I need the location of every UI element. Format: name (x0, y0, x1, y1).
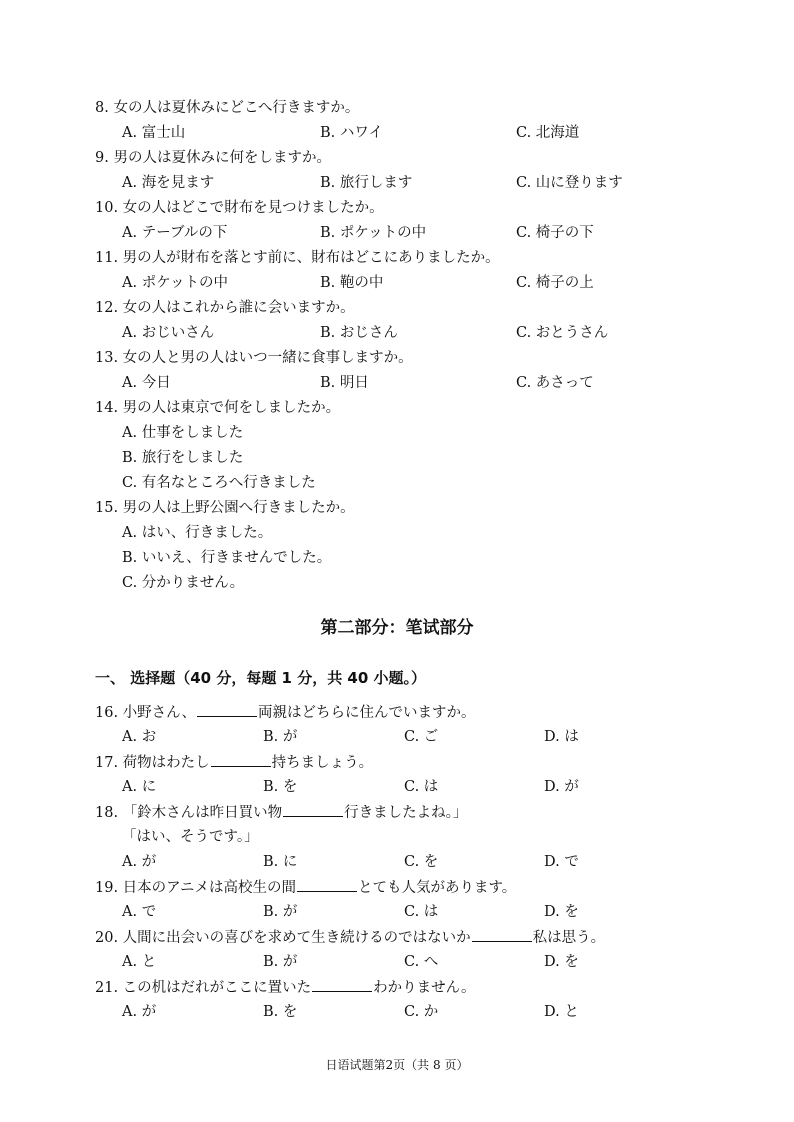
section-title: 第二部分：笔试部分 (320, 618, 474, 638)
q15-option-c: C. 分かりません。 (122, 575, 245, 591)
q19-text-before: 19. 日本のアニメは高校生の間 (95, 880, 296, 896)
q13-option-c: C. あさって (516, 375, 594, 391)
answer-blank (197, 702, 257, 717)
q16-text-after: 両親はどちらに住んでいますか。 (258, 705, 476, 721)
q10-option-a: A. テーブルの下 (122, 225, 228, 241)
q20-text-before: 20. 人間に出会いの喜びを求めて生き続けるのではないか (95, 930, 471, 946)
q17-option-c: C. は (404, 779, 439, 795)
q21-option-d: D. と (544, 1004, 579, 1020)
q13-option-b: B. 明日 (320, 375, 369, 391)
q21-text-before: 21. この机はだれがここに置いた (95, 980, 312, 996)
question-21 (95, 977, 476, 998)
q20-text-after: 私は思う。 (532, 930, 606, 946)
q20-option-d: D. を (544, 954, 579, 970)
q21-text-after: わかりません。 (373, 980, 476, 996)
q18-option-c: C. を (404, 854, 439, 870)
q18-text-after: 行きましたよね。」 (344, 805, 468, 821)
question-12: 12. 女の人はこれから誰に会いますか。 (95, 300, 355, 316)
q8-option-c: C. 北海道 (516, 125, 580, 141)
page-footer: 日语试题第2页（共 8 页） (325, 1058, 469, 1072)
q11-option-a: A. ポケットの中 (122, 275, 228, 291)
q11-option-b: B. 鞄の中 (320, 275, 384, 291)
q12-option-c: C. おとうさん (516, 325, 609, 341)
q16-option-d: D. は (544, 729, 579, 745)
q10-option-c: C. 椅子の下 (516, 225, 594, 241)
answer-blank (283, 802, 343, 817)
q16-text-before: 16. 小野さん、 (95, 705, 197, 721)
answer-blank (211, 752, 271, 767)
q18-option-b: B. に (263, 854, 298, 870)
q19-option-c: C. は (404, 904, 439, 920)
question-13: 13. 女の人と男の人はいつ一緒に食事しますか。 (95, 350, 413, 366)
question-9: 9. 男の人は夏休みに何をしますか。 (95, 150, 331, 166)
question-14: 14. 男の人は東京で何をしましたか。 (95, 400, 341, 416)
question-17 (95, 752, 373, 773)
q19-option-a: A. で (122, 904, 157, 920)
answer-blank (312, 977, 372, 992)
q19-text-after: とても人気があります。 (357, 880, 517, 896)
q16-option-a: A. お (122, 729, 157, 745)
q21-option-c: C. か (404, 1004, 439, 1020)
q9-option-c: C. 山に登ります (516, 175, 623, 191)
question-10: 10. 女の人はどこで財布を見つけましたか。 (95, 200, 384, 216)
q9-option-a: A. 海を見ます (122, 175, 215, 191)
q8-option-a: A. 富士山 (122, 125, 186, 141)
question-11: 11. 男の人が財布を落とす前に、財布はどこにありましたか。 (95, 250, 500, 266)
q12-option-b: B. おじさん (320, 325, 398, 341)
answer-blank (297, 877, 357, 892)
q18-text-before: 18. 「鈴木さんは昨日買い物 (95, 805, 283, 821)
q11-option-c: C. 椅子の上 (516, 275, 594, 291)
q9-option-b: B. 旅行します (320, 175, 413, 191)
q18-option-d: D. で (544, 854, 579, 870)
q14-option-b: B. 旅行をしました (122, 450, 244, 466)
q17-option-d: D. が (544, 779, 579, 795)
question-19 (95, 877, 516, 898)
q8-option-b: B. ハワイ (320, 125, 383, 141)
answer-blank (472, 927, 532, 942)
q17-option-a: A. に (122, 779, 157, 795)
question-18 (95, 802, 467, 823)
part-heading: 一、 选择题（40 分，每题 1 分，共 40 小题。） (95, 669, 427, 687)
q21-option-a: A. が (122, 1004, 157, 1020)
q15-option-b: B. いいえ、行きませんでした。 (122, 550, 332, 566)
question-15: 15. 男の人は上野公園へ行きましたか。 (95, 500, 355, 516)
q15-option-a: A. はい、行きました。 (122, 525, 273, 541)
q16-option-b: B. が (263, 729, 298, 745)
q18-option-a: A. が (122, 854, 157, 870)
q17-option-b: B. を (263, 779, 298, 795)
q16-option-c: C. ご (404, 729, 439, 745)
q20-option-b: B. が (263, 954, 298, 970)
q17-text-after: 持ちましょう。 (271, 755, 374, 771)
q10-option-b: B. ポケットの中 (320, 225, 427, 241)
q17-text-before: 17. 荷物はわたし (95, 755, 210, 771)
q18-reply-line: 「はい、そうです。」 (122, 829, 259, 845)
q20-option-a: A. と (122, 954, 157, 970)
q14-option-c: C. 有名なところへ行きました (122, 475, 316, 491)
q19-option-d: D. を (544, 904, 579, 920)
q14-option-a: A. 仕事をしました (122, 425, 244, 441)
q19-option-b: B. が (263, 904, 298, 920)
question-16 (95, 702, 476, 723)
question-20 (95, 927, 605, 948)
q12-option-a: A. おじいさん (122, 325, 215, 341)
q21-option-b: B. を (263, 1004, 298, 1020)
q13-option-a: A. 今日 (122, 375, 171, 391)
question-8: 8. 女の人は夏休みにどこへ行きますか。 (95, 100, 360, 116)
q20-option-c: C. へ (404, 954, 439, 970)
